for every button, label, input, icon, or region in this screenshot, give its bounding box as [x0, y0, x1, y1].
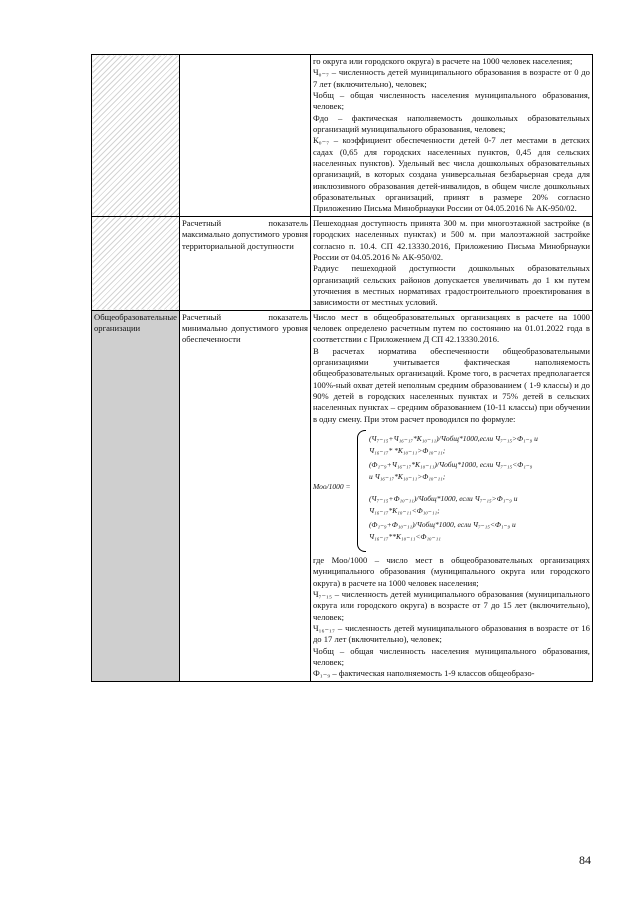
table-cell-indicator: Расчетный показатель минимально допустимого уровня обеспеченности: [179, 310, 310, 681]
formula-brace: [357, 430, 366, 552]
table-cell-empty: [92, 216, 180, 310]
paragraph: Ч₇₋₁₅ – численность детей муниципального образования (муниципального округа или городского округа) в возрасте от 7 до 15 лет (включительно), человек;: [312, 589, 590, 622]
table-cell-description: [310, 216, 592, 310]
table-cell-indicator: Расчетный показатель максимально допустимого уровня территориальной доступности: [179, 216, 310, 310]
formula-line: (Ф₁₋₉+Ч₁₆₋₁₇*К₁₀₋₁₁)/Чобщ*1000, если Ч₇₋₁₅<Ф₁₋₉: [368, 460, 533, 469]
paragraph: Ч₀₋₇ – численность детей муниципального образования в возрасте от 0 до 7 лет (включительно), человек;: [312, 67, 590, 89]
table-row: [92, 55, 593, 217]
paragraph: Чобщ – общая численность населения муниципального образования, человек;: [312, 90, 590, 112]
table-cell-empty: [179, 55, 310, 217]
paragraph: Чобщ – общая численность населения муниципального образования, человек;: [312, 645, 590, 668]
table-row: [92, 310, 593, 681]
formula-line: Ч₁₆₋₁₇*К₁₀₋₁₁<Ф₁₀₋₁₁;: [368, 506, 440, 515]
formula-line: Ч₁₆₋₁₇**К₁₀₋₁₁<Ф₁₀₋₁₁: [368, 532, 441, 541]
formula-line: (Ф₁₋₉+Ф₁₀₋₁₁)/Чобщ*1000, если Ч₇₋₁₅<Ф₁₋₉ и: [368, 520, 516, 529]
paragraph: К₀₋₇ – коэффициент обеспеченности детей 0-7 лет местами в детских садах (0,65 для городских населенных пунктов, 0,45 для сельских населенных пунктов). Удельный вес числа дошкольных образовательных организаций, в которых создана универсальная безбарьерная среда для инклюзивного образования детей-инвалидов, в общем числе дошкольных образовательных организаций, принят в размере 20% согласно Приложению Письма Минобрнауки России от 04.05.2016 № АК-950/02.: [312, 135, 590, 214]
formula-line: (Ч₇₋₁₅+Ч₁₆₋₁₇*К₁₀₋₁₁)/Чобщ*1000,если Ч₇₋₁₅>Ф₁₋₉ и: [368, 434, 538, 443]
paragraph: Радиус пешеходной доступности дошкольных образовательных организаций сельских районов допускается увеличивать до 1 км путем уточнения в местных нормативах градостроительного проектирования в зависимости от местных условий.: [312, 263, 590, 308]
formula: [313, 428, 590, 552]
table-cell-category: Общеобразовательные организации: [92, 310, 180, 681]
paragraph: Пешеходная доступность принята 300 м. при многоэтажной застройке (в городских населенных пунктах) и 500 м. при малоэтажной застройке согласно п. 10.4. СП 42.13330.2016, Приложению Письма Минобрнауки России от 04.05.2016 № АК-950/02.: [312, 217, 590, 262]
formula-line: Ч₁₆₋₁₇* *К₁₀₋₁₁>Ф₁₀₋₁₁;: [368, 446, 446, 455]
paragraph: В расчетах норматива обеспеченности общеобразовательными организациями учитывается фактическая наполняемость общеобразовательных организаций. Кроме того, в расчетах предполагается 100%-ный охват детей неполным средним образованием ( 1-9 классы) и до 90% детей в городских населенных пунктах и 75% детей в сельских населенных пунктах – средним образованием (10-11 классы) при обучении в одну смену. При этом расчет проводился по формуле:: [312, 345, 590, 424]
paragraph: Фдо – фактическая наполняемость дошкольных образовательных организаций муниципального образования, человек;: [312, 112, 590, 135]
paragraph: Ф₁₋₉ – фактическая наполняемость 1-9 классов общеобразо-: [312, 668, 535, 679]
formula-lhs: Моо/1000 =: [312, 482, 351, 491]
paragraph: Число мест в общеобразовательных организациях в расчете на 1000 человек определено расчетным путем по состоянию на 01.01.2022 года в соответствии с Приложением Д СП 42.13330.2016.: [312, 311, 590, 345]
paragraph: где Моо/1000 – число мест в общеобразовательных организациях муниципального образования (муниципального округа или городского округа) в расчете на 1000 человек населения;: [312, 555, 590, 588]
table-cell-empty: [92, 55, 180, 217]
formula-line: (Ч₇₋₁₅+Ф₁₀₋₁₁)/Чобщ*1000, если Ч₇₋₁₅>Ф₁₋₉ и: [368, 494, 518, 503]
table-cell-description: [310, 310, 592, 681]
page-number: 84: [579, 853, 591, 867]
norms-table: [91, 54, 593, 682]
paragraph: го округа или городского округа) в расчете на 1000 человек населения;: [312, 56, 573, 66]
table-cell-description: [310, 55, 592, 217]
table-row: [92, 216, 593, 310]
formula-line: и Ч₁₆₋₁₇*К₁₀₋₁₁>Ф₁₀₋₁₁;: [368, 472, 446, 481]
paragraph: Ч₁₆₋₁₇ – численность детей муниципального образования в возрасте от 16 до 17 лет (включительно), человек;: [312, 623, 590, 645]
